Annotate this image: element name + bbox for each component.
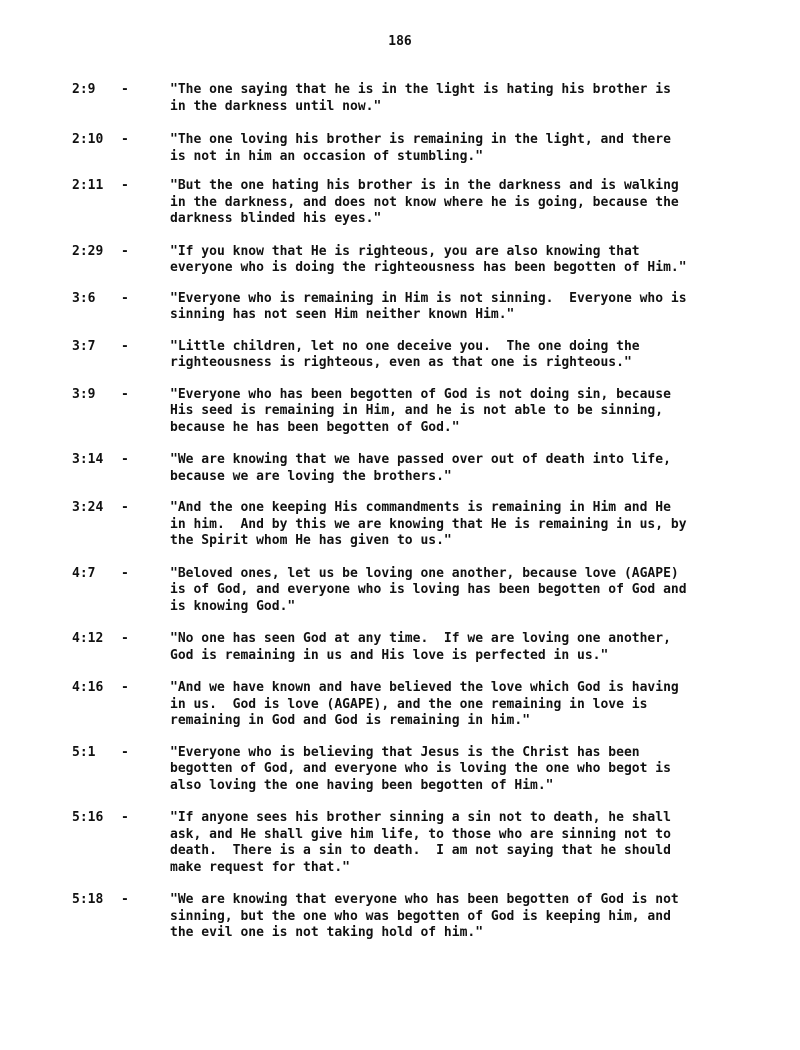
verse-text-line: "The one loving his brother is remaining in the light, and there <box>170 132 671 147</box>
verse-text-line: "And we have known and have believed the love which God is having <box>170 680 679 695</box>
verse-text-line: darkness blinded his eyes." <box>170 211 382 226</box>
verse-entry <box>0 82 800 115</box>
verse-reference: 3:24 <box>72 500 104 515</box>
verse-text-line: because he has been begotten of God." <box>170 419 460 435</box>
verse-text <box>170 339 730 372</box>
verse-text <box>170 244 730 277</box>
verse-text-line: ask, and He shall give him life, to those who are sinning not to <box>170 826 671 842</box>
verse-reference: 3:14 <box>72 452 104 467</box>
verse-text-line: in us. God is love (AGAPE), and the one remaining in love is <box>170 696 648 712</box>
verse-entry <box>0 631 800 664</box>
verse-entry <box>0 500 800 550</box>
verse-text <box>170 745 730 795</box>
verse-dash: - <box>121 290 129 306</box>
verse-entry <box>0 387 800 437</box>
verse-list <box>0 67 800 942</box>
verse-text-line: begotten of God, and everyone who is loving the one who begot is <box>170 761 671 776</box>
verse-text-line: God is remaining in us and His love is perfected in us." <box>170 647 609 663</box>
verse-text-line: the evil one is not taking hold of him." <box>170 925 484 940</box>
verse-dash: - <box>121 680 129 695</box>
verse-reference: 2:11 <box>72 178 104 193</box>
verse-entry <box>0 244 800 277</box>
verse-text-line: everyone who is doing the righteousness has been begotten of Him." <box>170 260 687 275</box>
verse-text-line: "Beloved ones, let us be loving one another, because love (AGAPE) <box>170 565 679 581</box>
verse-dash: - <box>121 243 129 259</box>
verse-text <box>170 810 730 876</box>
verse-text-line: "We are knowing that we have passed over out of death into life, <box>170 452 671 467</box>
verse-text-line: is knowing God." <box>170 598 296 614</box>
verse-reference: 4:16 <box>72 680 104 695</box>
verse-text-line: remaining in God and God is remaining in him." <box>170 713 531 728</box>
verse-entry <box>0 745 800 795</box>
verse-reference: 4:12 <box>72 631 104 646</box>
verse-dash: - <box>121 744 129 760</box>
verse-text-line: "And the one keeping His commandments is remaining in Him and He <box>170 500 671 515</box>
verse-dash: - <box>121 82 129 97</box>
verse-text-line: in him. And by this we are knowing that He is remaining in us, by <box>170 516 687 532</box>
verse-text-line: sinning, but the one who was begotten of God is keeping him, and <box>170 908 671 924</box>
verse-text-line: "Little children, let no one deceive you. The one doing the <box>170 338 640 354</box>
verse-text <box>170 291 730 324</box>
verse-text <box>170 500 730 550</box>
verse-entry <box>0 339 800 372</box>
verse-entry <box>0 566 800 616</box>
verse-text <box>170 452 730 485</box>
verse-text-line: "We are knowing that everyone who has been begotten of God is not <box>170 892 679 907</box>
verse-dash: - <box>121 386 129 402</box>
verse-text-line: "Everyone who has been begotten of God is not doing sin, because <box>170 386 671 402</box>
verse-text-line: "Everyone who is remaining in Him is not sinning. Everyone who is <box>170 290 687 306</box>
verse-text-line: is of God, and everyone who is loving has been begotten of God and <box>170 582 687 597</box>
verse-reference: 5:16 <box>72 810 104 825</box>
verse-dash: - <box>121 452 129 467</box>
verse-text-line: righteousness is righteous, even as that one is righteous." <box>170 355 632 370</box>
verse-text-line: His seed is remaining in Him, and he is not able to be sinning, <box>170 403 664 418</box>
verse-text-line: "The one saying that he is in the light is hating his brother is <box>170 82 671 97</box>
verse-entry <box>0 178 800 228</box>
verse-dash: - <box>121 338 129 354</box>
page-number: 186 <box>388 34 412 49</box>
verse-text-line: "But the one hating his brother is in the darkness and is walking <box>170 178 679 193</box>
verse-reference: 5:1 <box>72 744 96 760</box>
verse-reference: 3:6 <box>72 290 96 306</box>
verse-text <box>170 132 730 165</box>
verse-dash: - <box>121 810 129 825</box>
verse-dash: - <box>121 500 129 515</box>
verse-reference: 2:29 <box>72 243 104 259</box>
verse-text <box>170 680 730 730</box>
verse-reference: 3:9 <box>72 386 96 402</box>
verse-text <box>170 566 730 616</box>
verse-reference: 2:9 <box>72 82 96 97</box>
verse-entry <box>0 680 800 730</box>
verse-reference: 3:7 <box>72 338 96 354</box>
verse-dash: - <box>121 631 129 646</box>
verse-dash: - <box>121 178 129 193</box>
verse-text-line: also loving the one having been begotten of Him." <box>170 777 554 793</box>
verse-text-line: is not in him an occasion of stumbling." <box>170 148 484 164</box>
verse-text <box>170 387 730 437</box>
verse-text-line: "Everyone who is believing that Jesus is the Christ has been <box>170 744 640 760</box>
verse-text-line: in the darkness until now." <box>170 98 382 114</box>
verse-text <box>170 82 730 115</box>
verse-text-line: death. There is a sin to death. I am not saying that he should <box>170 843 671 858</box>
verse-reference: 5:18 <box>72 892 104 907</box>
verse-dash: - <box>121 132 129 147</box>
verse-entry <box>0 810 800 876</box>
verse-text <box>170 892 730 942</box>
verse-text-line: make request for that." <box>170 859 351 875</box>
verse-text-line: "If you know that He is righteous, you are also knowing that <box>170 243 640 259</box>
verse-text-line: "If anyone sees his brother sinning a sin not to death, he shall <box>170 810 671 825</box>
verse-entry <box>0 892 800 942</box>
verse-dash: - <box>121 892 129 907</box>
verse-entry <box>0 452 800 485</box>
verse-text-line: the Spirit whom He has given to us." <box>170 533 452 548</box>
verse-text-line: "No one has seen God at any time. If we are loving one another, <box>170 631 671 646</box>
verse-reference: 4:7 <box>72 565 96 581</box>
verse-entry <box>0 132 800 165</box>
verse-text-line: sinning has not seen Him neither known Him." <box>170 307 515 322</box>
verse-text <box>170 178 730 228</box>
verse-text-line: in the darkness, and does not know where he is going, because the <box>170 194 679 210</box>
verse-dash: - <box>121 565 129 581</box>
verse-text-line: because we are loving the brothers." <box>170 468 452 484</box>
verse-reference: 2:10 <box>72 132 104 147</box>
verse-entry <box>0 291 800 324</box>
verse-text <box>170 631 730 664</box>
